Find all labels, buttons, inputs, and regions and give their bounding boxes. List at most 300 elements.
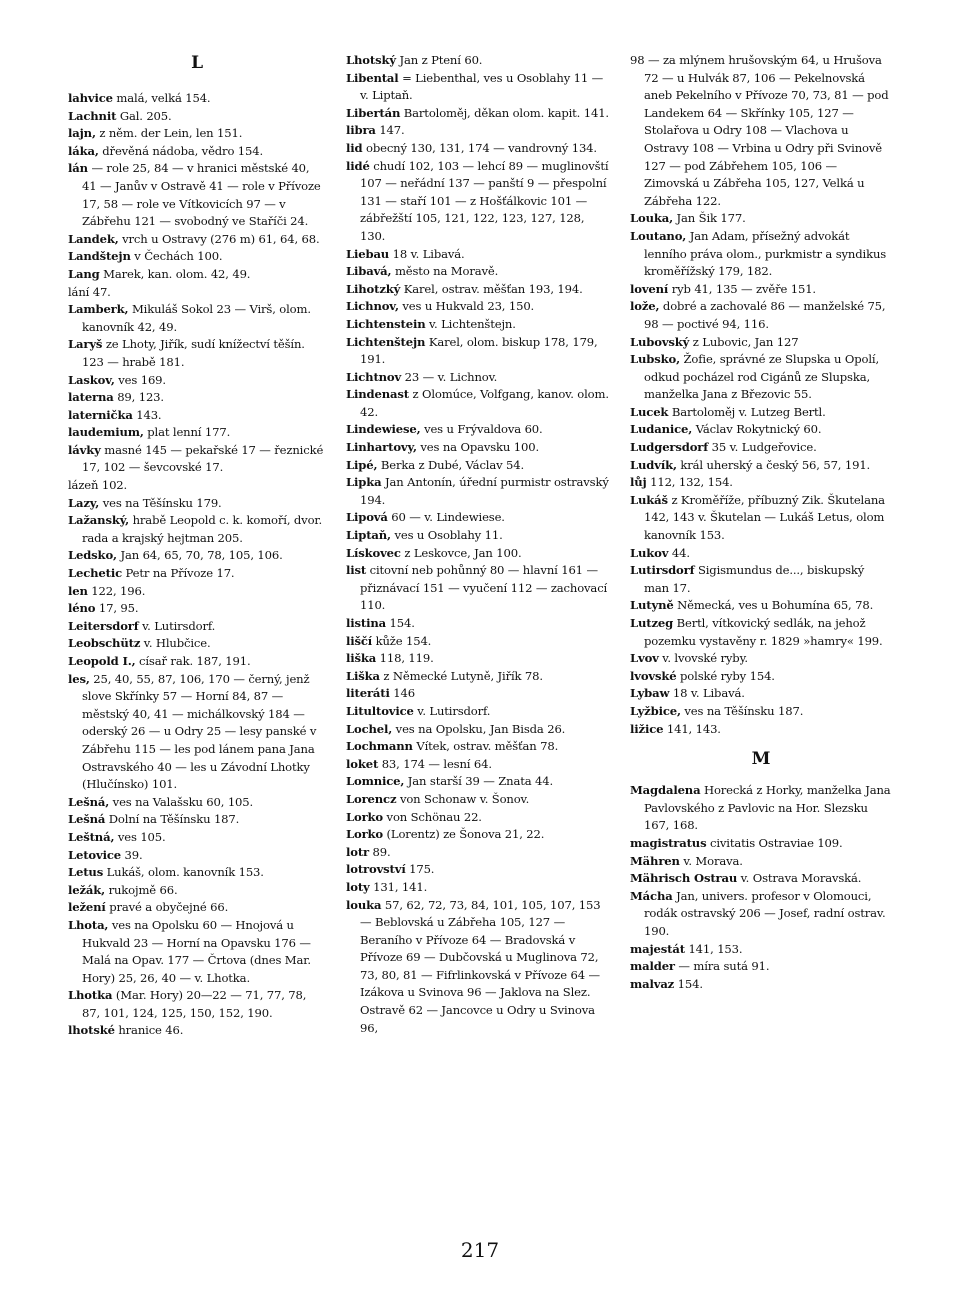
entry-headword: láka, [68, 143, 99, 158]
index-entry [630, 421, 892, 439]
entry-headword: literáti [346, 686, 390, 701]
entry-headword: Libertán [346, 105, 401, 120]
entry-headword: lajn, [68, 126, 96, 141]
entry-headword: Ledsko, [68, 548, 117, 563]
entry-text: v. Lutirsdorf. [138, 618, 216, 633]
entry-headword: ležení [68, 900, 106, 915]
entry-headword: Letus [68, 865, 104, 880]
index-entry [346, 105, 610, 123]
entry-text: ves na Opolsku, Jan Bisda 26. [392, 721, 566, 736]
entry-headword: Lvov [630, 651, 659, 666]
index-entry [68, 600, 326, 618]
entry-headword: Lažanský, [68, 513, 130, 528]
entry-text: v Čechách 100. [130, 249, 223, 264]
entry-text: ves 169. [114, 372, 166, 387]
entry-headword: Lorko [346, 827, 384, 842]
index-entry [68, 653, 326, 671]
index-entry [346, 474, 610, 509]
index-entry [68, 794, 326, 812]
entry-headword: Letovice [68, 847, 121, 862]
index-entry [630, 853, 892, 871]
entry-text: ves na Opolsku 60 — Hnojová u Hukvald 23 — Horní na Opavsku 176 — Malá na Opav. 177 — Črtova (dnes Mar. Hory) 25, 26, 40 — v. Lhotka. [82, 917, 311, 985]
entry-headword: Landštejn [68, 249, 131, 264]
index-entry [68, 495, 326, 513]
entry-text: (Lorentz) ze Šonova 21, 22. [383, 827, 545, 842]
entry-headword: loty [346, 879, 370, 894]
entry-headword: Lískovec [346, 545, 401, 560]
entry-text: kůže 154. [372, 633, 432, 648]
index-entry [68, 547, 326, 565]
entry-text: Jan, univers. profesor v Olomouci, rodák ostravský 206 — Josef, radní ostrav. 190. [644, 888, 886, 938]
entry-text: hrabě Leopold c. k. komoří, dvor. rada a krajský hejtman 205. [82, 513, 323, 545]
index-entry [68, 583, 326, 601]
index-entry [68, 248, 326, 266]
entry-text: Lukáš, olom. kanovník 153. [103, 865, 264, 880]
entry-headword: Lešná, [68, 794, 110, 809]
entry-text: 89, 123. [113, 390, 164, 405]
entry-text: 83, 174 — lesní 64. [378, 756, 492, 771]
index-entry [346, 791, 610, 809]
index-entry [346, 421, 610, 439]
entry-text: v. lvovské ryby. [658, 651, 748, 666]
entry-text: von Schönau 22. [383, 809, 482, 824]
entry-text: — míra sutá 91. [674, 959, 770, 974]
entry-text: dřevěná nádoba, vědro 154. [98, 143, 264, 158]
index-entry [346, 386, 610, 421]
entry-text: Berka z Dubé, Václav 54. [377, 457, 525, 472]
page-number: 217 [460, 1238, 500, 1262]
entry-text: Dolní na Těšínsku 187. [105, 812, 240, 827]
entry-text: z Lubovic, Jan 127 [689, 334, 799, 349]
entry-headword: Lochmann [346, 739, 413, 754]
index-entry [68, 407, 326, 425]
entry-text: Karel, olom. biskup 178, 179, 191. [360, 334, 598, 367]
entry-text: ves u Osoblahy 11. [390, 528, 503, 543]
index-column-middle [346, 52, 610, 1037]
index-entry [630, 976, 892, 994]
entry-headword: listina [346, 616, 386, 630]
index-entry [346, 773, 610, 791]
index-entry [68, 512, 326, 547]
entry-headword: Lutirsdorf [630, 563, 695, 578]
entry-headword: Mácha [630, 888, 673, 903]
entry-headword: Lechetic [68, 566, 123, 581]
entry-headword: Lamberk, [68, 302, 129, 317]
entry-text: lání 47. [68, 284, 111, 299]
entry-text: 98 — za mlýnem hrušovským 64, u Hrušova 72 — u Hulvák 87, 106 — Pekelnovská aneb Pekelního v Přívoze 70, 73, 81 — pod Landekem 64 — Skřínky 105, 127 — Stolařova u Odry 108 — Vlachova u Ostravy 108 — Vrbina u Odry při Svinově 127 — pod Zábřehem 105, 106 — Zimovská u Zábřeha 105, 127, Velká u Zábřeha 122. [630, 53, 889, 208]
index-entry [68, 882, 326, 900]
entry-headword: louka [346, 897, 382, 912]
entry-text: 175. [405, 862, 435, 877]
entry-text: 118, 119. [376, 651, 434, 666]
entry-text: polské ryby 154. [676, 668, 775, 683]
index-entry [630, 782, 892, 835]
index-entry [346, 633, 610, 651]
index-entry [68, 372, 326, 390]
entry-headword: Lochel, [346, 721, 393, 736]
entry-text: = Liebenthal, ves u Osoblahy 11 — v. Liptaň. [360, 70, 604, 103]
index-entry [630, 439, 892, 457]
entry-text: Jan 64, 65, 70, 78, 105, 106. [116, 548, 283, 563]
entry-headword: lotrovství [346, 862, 406, 877]
index-entry [630, 703, 892, 721]
index-entry [346, 158, 610, 246]
entry-headword: Lindenast [346, 387, 409, 402]
entry-text: 18 v. Libavá. [389, 246, 465, 261]
index-entry [68, 125, 326, 143]
index-entry [346, 527, 610, 545]
entry-text: von Schonaw v. Šonov. [396, 791, 530, 806]
entry-text: 154. [674, 976, 703, 991]
entry-headword: laternička [68, 407, 133, 422]
entry-headword: liška [346, 651, 377, 666]
index-entry [68, 389, 326, 407]
entry-headword: Lhotka [68, 988, 113, 1003]
index-entry [630, 562, 892, 597]
entry-headword: Lyžbice, [630, 703, 681, 718]
entry-headword: Lorencz [346, 791, 397, 806]
index-entry [346, 721, 610, 739]
entry-text: v. Hlubčice. [140, 636, 211, 651]
entry-headword: les, [68, 671, 90, 686]
entry-headword: lovení [630, 281, 669, 296]
entry-headword: majestát [630, 941, 685, 956]
entry-text: Horecká z Horky, manželka Jana Pavlovského z Pavlovic na Hor. Slezsku 167, 168. [644, 783, 891, 833]
index-entry [68, 864, 326, 882]
section-letter: M [751, 749, 771, 770]
entry-headword: laterna [68, 390, 114, 405]
entry-headword: Laskov, [68, 372, 115, 387]
entry-headword: Leopold I., [68, 654, 136, 668]
index-entry [630, 474, 892, 492]
entry-text: Žofie, správné ze Slupska u Opolí, odkud pocházel rod Cigánů ze Slupska, manželka Jana z Březovic 55. [644, 352, 879, 402]
entry-text: 89. [369, 844, 391, 859]
index-entry [68, 917, 326, 987]
index-entry [630, 351, 892, 404]
entry-text: 141, 153. [684, 941, 743, 956]
entry-headword: Lubovský [630, 334, 690, 349]
entry-text: Vítek, ostrav. měšťan 78. [412, 739, 559, 754]
section-letter: L [191, 53, 203, 73]
index-entry [630, 334, 892, 352]
index-column-left [68, 52, 326, 1040]
entry-text: Karel, ostrav. měšťan 193, 194. [400, 281, 583, 296]
entry-text: Petr na Přívoze 17. [122, 566, 235, 581]
index-entry [630, 281, 892, 299]
index-entry [68, 987, 326, 1022]
entry-text: 146 [389, 686, 415, 701]
entry-text: Sigismundus de..., biskupský man 17. [644, 563, 865, 595]
entry-headword: Lubsko, [630, 352, 680, 367]
index-entry [346, 861, 610, 879]
index-entry [68, 424, 326, 442]
index-entry [68, 671, 326, 794]
entry-text: ves na Valašsku 60, 105. [109, 794, 254, 809]
entry-text: 39. [121, 847, 143, 862]
index-entry [346, 263, 610, 281]
index-entry [68, 442, 326, 477]
entry-text: 44. [668, 545, 690, 560]
entry-text: vrch u Ostravy (276 m) 61, 64, 68. [118, 231, 320, 246]
entry-text: císař rak. 187, 191. [135, 654, 251, 668]
index-entry [346, 439, 610, 457]
index-entry [346, 334, 610, 369]
index-entry [630, 52, 892, 210]
entry-headword: Loutano, [630, 228, 687, 243]
index-entry [630, 870, 892, 888]
entry-text: 122, 196. [87, 583, 146, 598]
index-entry [346, 650, 610, 668]
index-entry [630, 941, 892, 959]
entry-headword: Linhartovy, [346, 440, 417, 455]
entry-headword: Lachnit [68, 108, 117, 123]
entry-headword: lid [346, 140, 363, 155]
entry-text: citovní neb pohůnný 80 — hlavní 161 — přiznávací 151 — vyučení 112 — zachovací 110. [360, 563, 608, 613]
index-entry [630, 615, 892, 650]
entry-text: Jan z Ptení 60. [395, 53, 483, 67]
entry-headword: magistratus [630, 835, 707, 850]
entry-text: Jan Šik 177. [673, 211, 746, 226]
entry-text: Jan starší 39 — Znata 44. [404, 774, 554, 789]
index-entry [346, 369, 610, 387]
index-entry [630, 685, 892, 703]
entry-headword: Lichnov, [346, 299, 399, 314]
entry-text: z Olomúce, Volfgang, kanov. olom. 42. [360, 387, 609, 419]
entry-headword: Lipová [346, 510, 388, 525]
index-entry [68, 301, 326, 336]
entry-headword: Libavá, [346, 264, 392, 279]
entry-text: 57, 62, 72, 73, 84, 101, 105, 107, 153 — Beblovská u Zábřeha 105, 127 — Beraního v Přívoze 64 — Bradovská v Přívoze 69 — Dubčovská u Muglinova 72, 73, 80, 81 — Fifrlinkovská v Přívoze 64 — Izákova u Svinova 96 — Jaklova na Slez. Ostravě 62 — Jancovce u Odry u Svinova 96, [360, 897, 601, 1035]
entry-text: 143. [132, 407, 162, 422]
index-entry [68, 266, 326, 284]
index-entry [346, 246, 610, 264]
entry-headword: Lichtnov [346, 369, 402, 384]
entry-text: dobré a zachovalé 86 — manželské 75, 98 — poctivé 94, 116. [644, 299, 886, 331]
index-entry [346, 140, 610, 158]
entry-text: v. Morava. [679, 853, 743, 868]
entry-text: v. Lutirsdorf. [413, 703, 491, 718]
entry-headword: lán [68, 161, 88, 176]
index-entry [630, 650, 892, 668]
index-entry [630, 457, 892, 475]
entry-text: lázeň 102. [68, 478, 128, 493]
entry-text: král uherský a český 56, 57, 191. [676, 457, 871, 472]
entry-headword: Lorko [346, 809, 384, 824]
index-entry [630, 721, 892, 739]
index-entry [68, 635, 326, 653]
entry-headword: Lukov [630, 545, 669, 560]
entry-text: ves na Opavsku 100. [416, 440, 540, 455]
entry-headword: Mähren [630, 853, 680, 868]
entry-text: ze Lhoty, Jiřík, sudí knížectví těšín. 123 — hrabě 181. [82, 337, 305, 369]
index-entry [346, 316, 610, 334]
index-entry [346, 685, 610, 703]
index-entry [346, 668, 610, 686]
entry-text: Gal. 205. [116, 108, 172, 123]
index-entry [630, 404, 892, 422]
entry-text: Bertl, vítkovický sedlák, na jehož pozemku vystavěny r. 1829 »hamry« 199. [644, 616, 883, 648]
entry-text: ves 105. [114, 829, 166, 844]
entry-headword: lhotské [68, 1023, 115, 1038]
entry-text: 35 v. Ludgeřovice. [708, 440, 817, 455]
index-entry [68, 477, 326, 495]
index-entry [346, 844, 610, 862]
index-entry [630, 492, 892, 545]
index-entry [68, 284, 326, 302]
index-entry [68, 899, 326, 917]
index-entry [68, 90, 326, 108]
index-entry [630, 210, 892, 228]
entry-text: — role 25, 84 — v hranici městské 40, 41 — Janův v Ostravě 41 — role v Přívoze 17, 58 — role ve Vítkovicích 97 — v Zábřehu 121 — svobodný ve Staříči 24. [82, 161, 321, 229]
entry-headword: lůj [630, 475, 647, 490]
entry-text: Václav Rokytnický 60. [692, 422, 822, 437]
entry-headword: Lihotzký [346, 281, 401, 296]
entry-headword: Lucek [630, 404, 669, 419]
entry-text: z Německé Lutyně, Jiřík 78. [379, 668, 543, 683]
entry-headword: Lukáš [630, 492, 668, 507]
index-entry [68, 811, 326, 829]
index-entry [346, 281, 610, 299]
entry-headword: Louka, [630, 211, 673, 226]
entry-text: Mikuláš Sokol 23 — Virš, olom. kanovník 42, 49. [82, 302, 311, 334]
entry-headword: len [68, 583, 88, 598]
entry-text: 112, 132, 154. [646, 475, 733, 490]
index-entry [346, 826, 610, 844]
index-entry [630, 228, 892, 281]
index-column-right [630, 52, 892, 993]
entry-headword: Leštná, [68, 829, 115, 844]
entry-headword: Ludvík, [630, 457, 677, 472]
index-entry [68, 108, 326, 126]
entry-headword: Lipé, [346, 457, 378, 472]
entry-text: hranice 46. [114, 1023, 184, 1038]
entry-headword: malder [630, 959, 675, 974]
entry-headword: Lichtenštejn [346, 334, 426, 349]
entry-text: ves u Hukvald 23, 150. [398, 299, 535, 314]
entry-text: ves na Těšínsku 179. [99, 495, 222, 510]
entry-text: Německá, ves u Bohumína 65, 78. [673, 598, 874, 613]
index-entry [68, 143, 326, 161]
entry-headword: Litultovice [346, 703, 414, 718]
index-entry [346, 122, 610, 140]
index-entry [346, 545, 610, 563]
entry-text: malá, velká 154. [112, 91, 211, 105]
index-entry [630, 597, 892, 615]
entry-headword: Liptaň, [346, 528, 391, 543]
entry-text: z Kroměříže, příbuzný Zik. Škutelana 142, 143 v. Škutelan — Lukáš Letus, olom kanovník 153. [644, 492, 885, 543]
entry-text: obecný 130, 131, 174 — vandrovný 134. [362, 140, 597, 155]
entry-headword: Laryš [68, 337, 103, 352]
entry-text: 17, 95. [95, 601, 139, 616]
index-entry [346, 457, 610, 475]
entry-headword: Lindewiese, [346, 422, 421, 437]
entry-text: město na Moravě. [391, 264, 499, 279]
entry-text: z něm. der Lein, len 151. [95, 126, 243, 141]
entry-headword: Libental [346, 70, 399, 85]
index-entry [630, 668, 892, 686]
index-entry [630, 545, 892, 563]
entry-headword: Lazy, [68, 495, 100, 510]
index-entry [630, 835, 892, 853]
entry-text: ves na Těšínsku 187. [680, 703, 804, 718]
index-entry [346, 615, 610, 633]
entry-headword: Ludgersdorf [630, 440, 709, 455]
entry-text: z Leskovce, Jan 100. [400, 545, 522, 560]
index-entry [68, 231, 326, 249]
index-entry [68, 336, 326, 371]
entry-headword: list [346, 563, 367, 578]
index-entry [346, 897, 610, 1038]
index-entry [346, 756, 610, 774]
entry-text: Bartoloměj, děkan olom. kapit. 141. [400, 105, 609, 120]
index-entry [346, 879, 610, 897]
entry-text: Jan Antonín, úřední purmistr ostravský 194. [360, 475, 609, 507]
entry-headword: Lutzeg [630, 616, 674, 630]
entry-text: pravé a obyčejné 66. [105, 900, 229, 915]
index-entry [68, 565, 326, 583]
index-entry [630, 298, 892, 333]
entry-headword: Leobschütz [68, 636, 141, 651]
entry-headword: malvaz [630, 976, 675, 991]
index-entry [346, 298, 610, 316]
entry-text: v. Ostrava Moravská. [737, 871, 862, 886]
entry-text: 147. [375, 123, 405, 138]
index-entry [68, 1022, 326, 1040]
index-entry [68, 829, 326, 847]
entry-headword: Lutyně [630, 598, 674, 613]
entry-headword: Ludanice, [630, 422, 693, 437]
index-entry [68, 618, 326, 636]
entry-text: ryb 41, 135 — zvěře 151. [668, 281, 816, 296]
entry-headword: Lybaw [630, 686, 670, 701]
entry-text: 23 — v. Lichnov. [401, 369, 498, 384]
entry-text: 60 — v. Lindewiese. [387, 510, 505, 525]
entry-text: 141, 143. [663, 721, 721, 736]
entry-headword: Lhotský [346, 53, 396, 67]
entry-text: plat lenní 177. [143, 425, 231, 440]
entry-headword: léno [68, 601, 96, 616]
entry-headword: laudemium, [68, 425, 144, 440]
entry-headword: Magdalena [630, 783, 701, 798]
index-entry [346, 809, 610, 827]
entry-text: rukojmě 66. [105, 882, 178, 897]
entry-headword: Lang [68, 266, 100, 281]
index-entry [68, 160, 326, 230]
entry-headword: lávky [68, 442, 101, 457]
entry-headword: lahvice [68, 91, 113, 105]
index-entry [630, 888, 892, 941]
entry-text: Jan Adam, přísežný advokát lenního práva olom., purkmistr a syndikus kroměřížský 179, 182. [644, 228, 887, 279]
entry-text: 18 v. Libavá. [669, 686, 745, 701]
entry-headword: ližice [630, 721, 664, 736]
entry-text: civitatis Ostraviae 109. [706, 835, 843, 850]
entry-headword: Mährisch Ostrau [630, 871, 738, 886]
entry-text: 131, 141. [369, 879, 428, 894]
entry-headword: ležák, [68, 882, 106, 897]
entry-headword: Lomnice, [346, 774, 405, 789]
entry-text: Marek, kan. olom. 42, 49. [99, 266, 251, 281]
entry-headword: lvovské [630, 668, 677, 683]
entry-headword: Lipka [346, 475, 382, 490]
entry-text: 154. [386, 616, 415, 630]
entry-headword: Lichtenstein [346, 316, 426, 331]
entry-headword: Liebau [346, 246, 390, 261]
entry-headword: Lešná [68, 812, 106, 827]
entry-text: Bartoloměj v. Lutzeg Bertl. [668, 404, 826, 419]
entry-text: ves u Frývaldova 60. [420, 422, 543, 437]
index-entry [346, 703, 610, 721]
index-entry [68, 847, 326, 865]
